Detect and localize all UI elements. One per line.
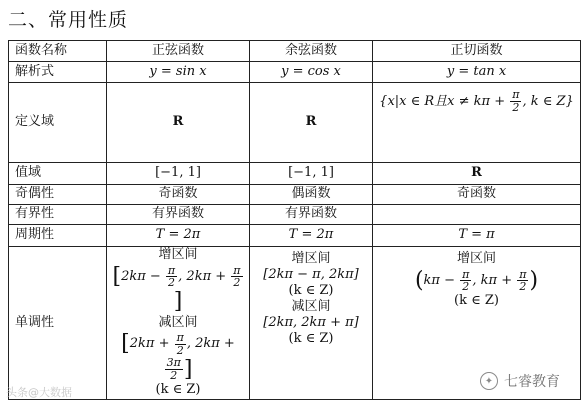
sin-dec-frac2-den: 2 bbox=[170, 368, 178, 382]
watermark-left: 头条@大数据 bbox=[6, 386, 72, 399]
row-label-bounded: 有界性 bbox=[9, 205, 107, 225]
cos-range: [−1, 1] bbox=[250, 163, 373, 185]
tan-monotonic: 增区间 (kπ − $\frac{\pi}{2}$ , kπ + $\frac{\pi}{2}$ ) (k ∈ Z) bbox=[373, 247, 581, 400]
table-header-row bbox=[9, 41, 581, 62]
sin-inc-part-b: , 2kπ + bbox=[178, 269, 231, 285]
row-label-domain: 定义域 bbox=[9, 83, 107, 163]
sin-dec-part-a: 2kπ + bbox=[129, 336, 174, 352]
cos-formula: y = cos x bbox=[250, 62, 373, 83]
tan-domain-prefix: x|x ∈ R且x ≠ kπ + bbox=[387, 93, 510, 109]
watermark-right-text: 七睿教育 bbox=[504, 374, 560, 390]
cos-monotonic bbox=[250, 247, 373, 400]
sin-dec-frac1-den: 2 bbox=[176, 343, 184, 357]
tan-k-condition: (k ∈ Z) bbox=[454, 293, 499, 309]
tan-domain-frac-den: 2 bbox=[512, 100, 520, 114]
tan-formula: y = tan x bbox=[373, 62, 581, 83]
table-row-range bbox=[9, 163, 581, 185]
cos-inc-k-condition: (k ∈ Z) bbox=[288, 282, 334, 298]
sin-inc-frac1-num: π bbox=[167, 263, 176, 277]
tan-range: R bbox=[373, 163, 581, 185]
tan-inc-frac2-num: π bbox=[519, 267, 527, 281]
sin-inc-frac1-den: 2 bbox=[168, 276, 176, 290]
sin-dec-label: 减区间 bbox=[158, 314, 198, 330]
sin-domain: R bbox=[107, 83, 250, 163]
cos-dec-k-condition: (k ∈ Z) bbox=[288, 330, 334, 346]
tan-inc-frac1-den: 2 bbox=[462, 280, 470, 294]
table-row-parity bbox=[9, 185, 581, 205]
row-label-period: 周期性 bbox=[9, 225, 107, 247]
table-row-period bbox=[9, 225, 581, 247]
tan-inc-label: 增区间 bbox=[456, 251, 496, 266]
sin-formula: y = sin x bbox=[107, 62, 250, 83]
sin-dec-part-b: , 2kπ + bbox=[186, 336, 235, 352]
tan-period: T = π bbox=[373, 225, 581, 247]
sin-range: [−1, 1] bbox=[107, 163, 250, 185]
row-label-formula: 解析式 bbox=[9, 62, 107, 83]
tan-inc-part-a: kπ − bbox=[423, 273, 460, 289]
tan-inc-part-b: , kπ + bbox=[472, 273, 517, 289]
row-label-monotonic: 单调性 bbox=[9, 247, 107, 400]
row-label-parity: 奇偶性 bbox=[9, 185, 107, 205]
tan-domain-suffix: , k ∈ Z bbox=[522, 93, 566, 109]
brand-logo-icon: ✦ bbox=[480, 372, 498, 390]
header-function-name: 函数名称 bbox=[9, 41, 107, 62]
trig-properties-table bbox=[8, 40, 581, 400]
tan-domain: {x|x ∈ R且x ≠ kπ + $\frac{\pi}{2}$ , k ∈ Z} bbox=[373, 83, 581, 163]
cos-dec-label: 减区间 bbox=[291, 298, 331, 314]
cos-dec-interval: [2kπ, 2kπ + π] bbox=[263, 314, 359, 330]
section-heading: 二、常用性质 bbox=[8, 9, 129, 31]
table-row-bounded bbox=[9, 205, 581, 225]
cos-parity: 偶函数 bbox=[250, 185, 373, 205]
tan-parity: 奇函数 bbox=[373, 185, 581, 205]
cos-domain: R bbox=[250, 83, 373, 163]
sin-dec-frac1-num: π bbox=[176, 331, 184, 345]
sin-parity: 奇函数 bbox=[107, 185, 250, 205]
sin-inc-frac2-den: 2 bbox=[233, 276, 241, 290]
table-row-formula bbox=[9, 62, 581, 83]
header-sin: 正弦函数 bbox=[107, 41, 250, 62]
sin-bounded: 有界函数 bbox=[107, 205, 250, 225]
sin-period: T = 2π bbox=[107, 225, 250, 247]
sin-inc-label: 增区间 bbox=[158, 247, 198, 262]
cos-period: T = 2π bbox=[250, 225, 373, 247]
watermark-right bbox=[476, 370, 564, 392]
cos-bounded: 有界函数 bbox=[250, 205, 373, 225]
sin-inc-frac2-num: π bbox=[233, 263, 241, 277]
cos-inc-interval: [2kπ − π, 2kπ] bbox=[263, 266, 359, 282]
sin-dec-frac2-num: 3π bbox=[166, 356, 181, 370]
tan-inc-frac1-num: π bbox=[462, 267, 470, 281]
table-row-domain bbox=[9, 83, 581, 163]
cos-inc-label: 增区间 bbox=[291, 251, 331, 266]
sin-k-condition: (k ∈ Z) bbox=[155, 382, 201, 398]
tan-bounded bbox=[373, 205, 581, 225]
header-cos: 余弦函数 bbox=[250, 41, 373, 62]
sin-monotonic: 增区间 [2kπ − $\frac{\pi}{2}$ , 2kπ + $\frac{\pi}{2}$ ] 减区间 [2kπ + $\frac{\pi}{2}$ , 2kπ + $\frac{3\pi}{2}$ ] (k ∈ Z) bbox=[107, 247, 250, 400]
sin-inc-part-a: 2kπ − bbox=[121, 269, 165, 285]
tan-domain-frac-num: π bbox=[512, 88, 520, 101]
header-tan: 正切函数 bbox=[373, 41, 581, 62]
tan-inc-frac2-den: 2 bbox=[519, 280, 527, 294]
row-label-range: 值域 bbox=[9, 163, 107, 185]
